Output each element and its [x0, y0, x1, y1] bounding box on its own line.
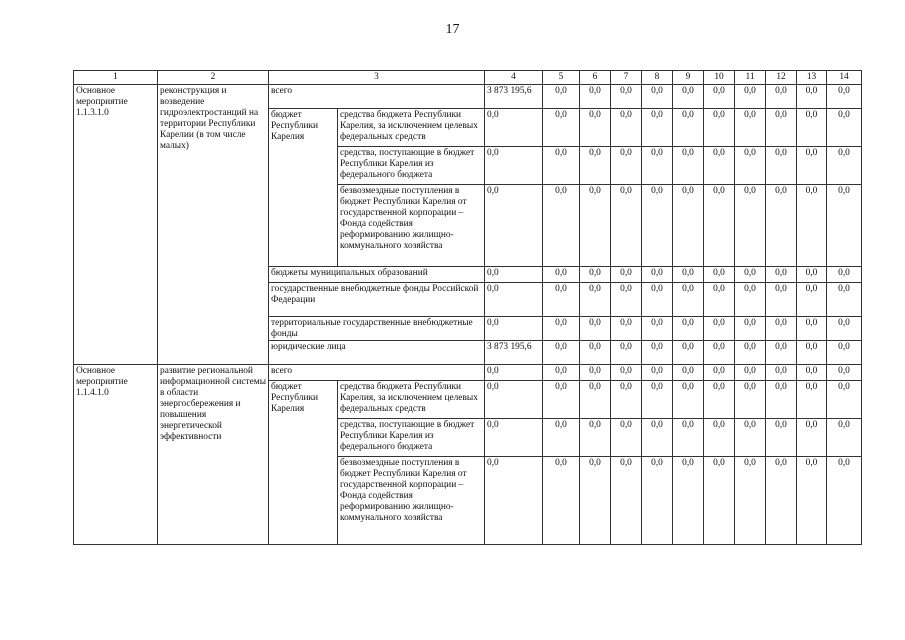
value-cell: 0,0: [611, 457, 642, 545]
value-cell: 0,0: [543, 85, 580, 109]
table-row: [74, 365, 862, 381]
value-cell: 0,0: [485, 317, 543, 341]
value-cell: 0,0: [766, 109, 797, 147]
value-cell: 0,0: [611, 85, 642, 109]
value-cell: 0,0: [673, 147, 704, 185]
value-cell: 0,0: [827, 185, 862, 267]
value-cell: 0,0: [827, 457, 862, 545]
value-cell: 0,0: [827, 85, 862, 109]
value-cell: 0,0: [735, 381, 766, 419]
budget-table: [73, 70, 862, 545]
value-cell: 0,0: [766, 341, 797, 365]
value-cell: 0,0: [735, 185, 766, 267]
value-cell: 0,0: [611, 267, 642, 283]
value-cell: 0,0: [543, 109, 580, 147]
value-cell: 0,0: [485, 283, 543, 317]
value-cell: 0,0: [827, 341, 862, 365]
value-cell: 0,0: [827, 147, 862, 185]
value-cell: 0,0: [580, 147, 611, 185]
column-header: 7: [611, 71, 642, 85]
value-cell: 0,0: [543, 147, 580, 185]
column-header: 11: [735, 71, 766, 85]
column-header: 10: [704, 71, 735, 85]
value-cell: 0,0: [704, 365, 735, 381]
value-cell: 0,0: [704, 341, 735, 365]
value-cell: 0,0: [485, 109, 543, 147]
source-label: территориальные государственные внебюджетные фонды: [269, 317, 485, 341]
value-cell: 0,0: [766, 85, 797, 109]
value-cell: 0,0: [673, 419, 704, 457]
value-cell: 0,0: [611, 381, 642, 419]
value-cell: 0,0: [485, 267, 543, 283]
value-cell: 0,0: [580, 381, 611, 419]
value-cell: 0,0: [673, 85, 704, 109]
value-cell: 0,0: [673, 365, 704, 381]
value-cell: 0,0: [704, 419, 735, 457]
value-cell: 0,0: [642, 185, 673, 267]
value-cell: 0,0: [766, 185, 797, 267]
value-cell: 0,0: [673, 341, 704, 365]
value-cell: 0,0: [580, 85, 611, 109]
event-label: Основное мероприятие 1.1.4.1.0: [74, 365, 158, 545]
value-cell: 0,0: [673, 283, 704, 317]
column-header: 14: [827, 71, 862, 85]
source-label-total: всего: [269, 365, 485, 381]
value-cell: 0,0: [735, 457, 766, 545]
value-cell: 0,0: [580, 109, 611, 147]
value-cell: 0,0: [704, 267, 735, 283]
value-cell: 0,0: [704, 381, 735, 419]
value-cell: 0,0: [827, 365, 862, 381]
value-cell: 0,0: [704, 147, 735, 185]
value-cell: 0,0: [735, 267, 766, 283]
value-cell: 0,0: [797, 317, 827, 341]
value-cell: 0,0: [797, 283, 827, 317]
value-cell: 0,0: [611, 185, 642, 267]
value-cell: 0,0: [673, 185, 704, 267]
value-cell: 0,0: [543, 365, 580, 381]
value-cell: 0,0: [580, 341, 611, 365]
value-cell: 0,0: [766, 283, 797, 317]
value-cell: 0,0: [827, 109, 862, 147]
value-cell: 0,0: [543, 341, 580, 365]
column-header: 4: [485, 71, 543, 85]
value-cell: 0,0: [642, 317, 673, 341]
column-header: 9: [673, 71, 704, 85]
source-label: безвозмездные поступления в бюджет Республики Карелия от государственной корпорации – Фонда содействия реформированию жилищно-коммунального хозяйства: [338, 185, 485, 267]
value-cell: 0,0: [543, 381, 580, 419]
column-header: 8: [642, 71, 673, 85]
value-cell: 0,0: [704, 457, 735, 545]
value-cell: 0,0: [827, 419, 862, 457]
source-label: юридические лица: [269, 341, 485, 365]
value-cell: 0,0: [797, 109, 827, 147]
event-description: развитие региональной информационной системы в области энергосбережения и повышения энергетической эффективности: [158, 365, 269, 545]
value-cell: 0,0: [543, 267, 580, 283]
value-cell: 0,0: [735, 147, 766, 185]
value-cell: 0,0: [735, 283, 766, 317]
value-cell: 0,0: [543, 419, 580, 457]
value-cell: 0,0: [642, 341, 673, 365]
value-cell: 0,0: [485, 419, 543, 457]
value-cell: 0,0: [580, 185, 611, 267]
value-cell: 0,0: [580, 317, 611, 341]
column-header: 2: [158, 71, 269, 85]
value-cell: 0,0: [827, 381, 862, 419]
budget-group-label: бюджет Республики Карелия: [269, 109, 338, 267]
value-cell: 0,0: [827, 283, 862, 317]
value-cell: 0,0: [797, 341, 827, 365]
event-description: реконструкция и возведение гидроэлектростанций на территории Республики Карелии (в том числе малых): [158, 85, 269, 365]
value-cell: 0,0: [642, 365, 673, 381]
value-cell: 0,0: [827, 267, 862, 283]
value-cell: 0,0: [797, 85, 827, 109]
value-cell: 0,0: [766, 365, 797, 381]
value-cell: 0,0: [797, 147, 827, 185]
column-header: 1: [74, 71, 158, 85]
value-cell: 0,0: [766, 267, 797, 283]
value-cell: 0,0: [485, 147, 543, 185]
value-cell: 0,0: [580, 283, 611, 317]
value-cell: 0,0: [611, 147, 642, 185]
source-label-total: всего: [269, 85, 485, 109]
value-cell: 0,0: [797, 457, 827, 545]
value-cell: 0,0: [673, 457, 704, 545]
value-cell: 0,0: [673, 381, 704, 419]
value-cell: 0,0: [735, 109, 766, 147]
value-cell: 0,0: [735, 85, 766, 109]
value-cell: 0,0: [673, 317, 704, 341]
value-cell: 0,0: [543, 457, 580, 545]
value-cell: 0,0: [797, 419, 827, 457]
header-row: [74, 71, 862, 85]
column-header: 13: [797, 71, 827, 85]
value-cell: 0,0: [704, 185, 735, 267]
value-cell: 0,0: [766, 457, 797, 545]
value-cell: 0,0: [704, 283, 735, 317]
value-cell: 0,0: [735, 341, 766, 365]
value-cell: 0,0: [704, 317, 735, 341]
value-cell: 0,0: [766, 147, 797, 185]
value-cell: 0,0: [642, 419, 673, 457]
value-cell: 0,0: [611, 341, 642, 365]
value-cell: 0,0: [485, 185, 543, 267]
value-cell: 0,0: [642, 147, 673, 185]
value-cell: 0,0: [735, 419, 766, 457]
value-cell: 0,0: [766, 381, 797, 419]
value-cell: 0,0: [580, 267, 611, 283]
source-label: средства, поступающие в бюджет Республики Карелия из федерального бюджета: [338, 147, 485, 185]
budget-group-label: бюджет Республики Карелия: [269, 381, 338, 545]
value-cell: 0,0: [766, 419, 797, 457]
source-label: средства бюджета Республики Карелия, за исключением целевых федеральных средств: [338, 381, 485, 419]
value-cell: 0,0: [704, 85, 735, 109]
value-cell: 0,0: [543, 317, 580, 341]
column-header: 12: [766, 71, 797, 85]
source-label: государственные внебюджетные фонды Российской Федерации: [269, 283, 485, 317]
value-cell: 0,0: [543, 185, 580, 267]
value-cell: 0,0: [642, 109, 673, 147]
page-number: 17: [445, 22, 460, 37]
value-cell: 0,0: [580, 419, 611, 457]
column-header: 6: [580, 71, 611, 85]
value-cell: 0,0: [611, 419, 642, 457]
value-cell: 0,0: [611, 283, 642, 317]
source-label: средства бюджета Республики Карелия, за исключением целевых федеральных средств: [338, 109, 485, 147]
value-cell: 0,0: [642, 457, 673, 545]
value-cell: 0,0: [611, 109, 642, 147]
source-label: средства, поступающие в бюджет Республики Карелия из федерального бюджета: [338, 419, 485, 457]
table-row: [74, 85, 862, 109]
value-cell: 0,0: [642, 381, 673, 419]
column-header: 5: [543, 71, 580, 85]
event-label: Основное мероприятие 1.1.3.1.0: [74, 85, 158, 365]
value-cell: 0,0: [704, 109, 735, 147]
value-cell: 0,0: [673, 109, 704, 147]
value-cell: 0,0: [642, 267, 673, 283]
value-cell: 0,0: [485, 457, 543, 545]
value-cell: 0,0: [797, 267, 827, 283]
source-label: безвозмездные поступления в бюджет Республики Карелия от государственной корпорации – Фонда содействия реформированию жилищно-коммунального хозяйства: [338, 457, 485, 545]
source-label: бюджеты муниципальных образований: [269, 267, 485, 283]
value-cell: 0,0: [611, 365, 642, 381]
value-cell: 0,0: [735, 317, 766, 341]
value-cell: 0,0: [580, 365, 611, 381]
column-header: 3: [269, 71, 485, 85]
value-cell: 0,0: [611, 317, 642, 341]
value-cell: 0,0: [797, 365, 827, 381]
value-cell: 0,0: [735, 365, 766, 381]
value-cell: 0,0: [485, 381, 543, 419]
value-cell: 0,0: [797, 381, 827, 419]
value-cell: 0,0: [673, 267, 704, 283]
value-cell: 3 873 195,6: [485, 85, 543, 109]
value-cell: 0,0: [543, 283, 580, 317]
value-cell: 0,0: [827, 317, 862, 341]
value-cell: 0,0: [797, 185, 827, 267]
value-cell: 0,0: [485, 365, 543, 381]
value-cell: 3 873 195,6: [485, 341, 543, 365]
value-cell: 0,0: [766, 317, 797, 341]
value-cell: 0,0: [580, 457, 611, 545]
value-cell: 0,0: [642, 85, 673, 109]
value-cell: 0,0: [642, 283, 673, 317]
